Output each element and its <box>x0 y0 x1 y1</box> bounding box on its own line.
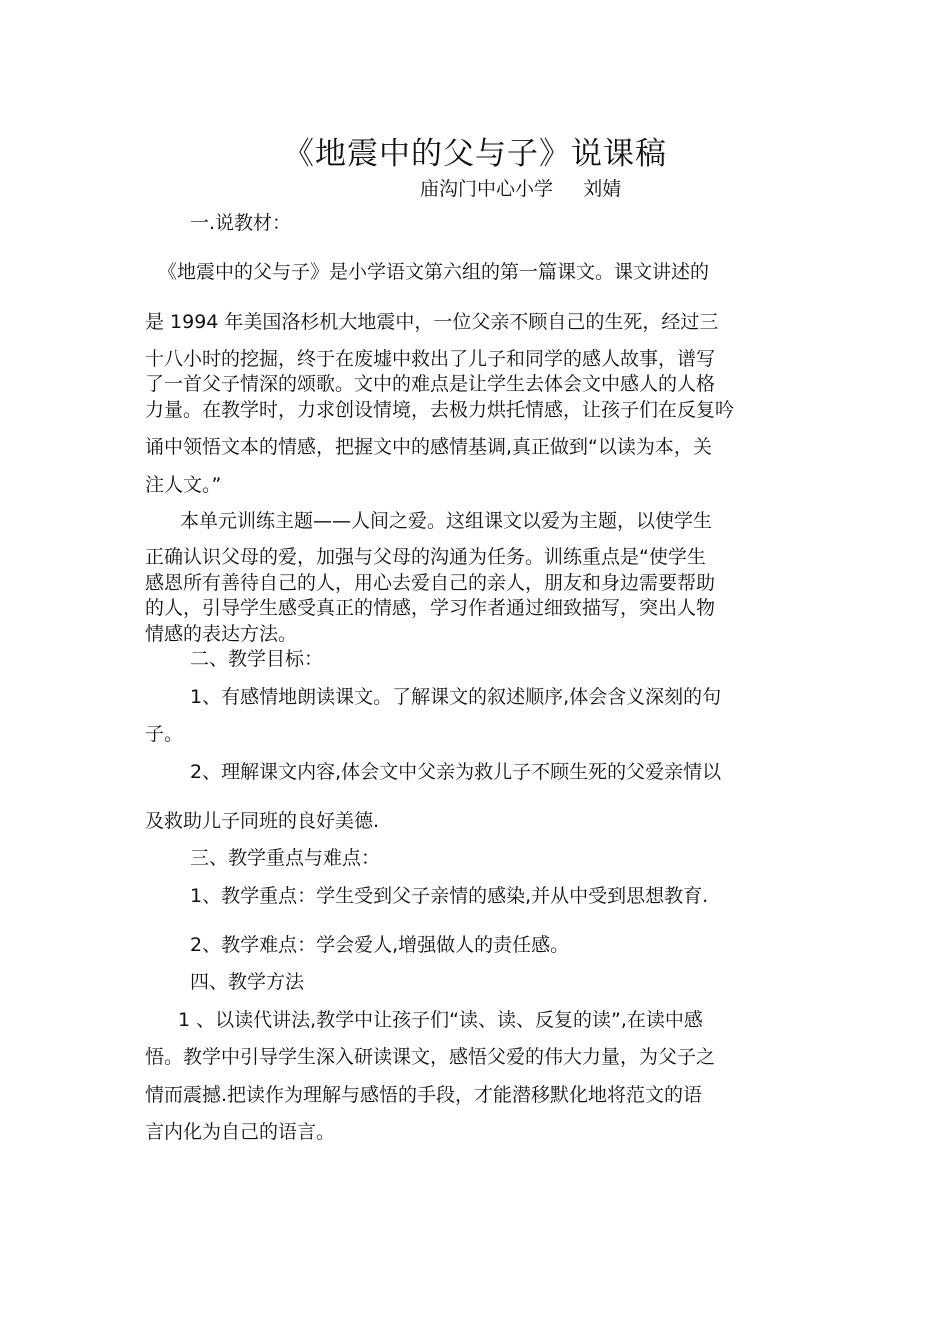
document-title: 《地震中的父与子》说课稿 <box>283 136 667 172</box>
paragraph-line: 感恩所有善待自己的人，用心去爱自己的亲人，朋友和身边需要帮助 <box>145 572 716 594</box>
list-item: 2、理解课文内容,体会文中父亲为救儿子不顾生死的父爱亲情以 <box>190 761 722 783</box>
section-heading-teaching-goals: 二、教学目标： <box>190 648 324 670</box>
paragraph-line: 了一首父子情深的颂歌。文中的难点是让学生去体会文中感人的人格 <box>145 373 716 395</box>
paragraph-line: 及救助儿子同班的良好美德. <box>145 810 380 832</box>
paragraph-line: 言内化为自己的语言。 <box>145 1121 336 1143</box>
paragraph-line: 诵中领悟文本的情感，把握文中的感情基调,真正做到“以读为本，关 <box>145 436 712 458</box>
section-heading-teaching-material: 一.说教材： <box>190 212 292 234</box>
paragraph-line: 情而震撼.把读作为理解与感悟的手段，才能潜移默化地将范文的语 <box>145 1084 703 1106</box>
paragraph-line: 的人，引导学生感受真正的情感，学习作者通过细致描写，突出人物 <box>145 597 716 619</box>
paragraph-line: 力量。在教学时，力求创设情境，去极力烘托情感，让孩子们在反复吟 <box>145 399 735 421</box>
paragraph-line: 悟。教学中引导学生深入研读课文，感悟父爱的伟大力量，为父子之 <box>145 1046 716 1068</box>
paragraph-line: 是 1994 年美国洛杉机大地震中，一位父亲不顾自己的生死，经过三 <box>145 311 719 333</box>
paragraph-line: 子。 <box>145 723 184 745</box>
list-item: 1、教学重点：学生受到父子亲情的感染,并从中受到思想教育. <box>190 885 709 907</box>
paragraph-line: 《地震中的父与子》是小学语文第六组的第一篇课文。课文讲述的 <box>158 261 710 283</box>
paragraph-line: 十八小时的挖掘，终于在废墟中救出了儿子和同学的感人故事，谱写 <box>145 348 716 370</box>
paragraph-line: 情感的表达方法。 <box>145 623 298 645</box>
list-item: 1 、以读代讲法,教学中让孩子们“读、读、反复的读”,在读中感 <box>178 1009 703 1031</box>
section-heading-teaching-methods: 四、教学方法 <box>190 971 305 993</box>
paragraph-line: 注人文。” <box>145 474 222 496</box>
paragraph-line: 本单元训练主题——人间之爱。这组课文以爱为主题，以使学生 <box>180 510 713 532</box>
author-line: 庙沟门中心小学 刘婧 <box>420 178 622 200</box>
section-heading-key-points: 三、教学重点与难点： <box>190 847 381 869</box>
list-item: 1、有感情地朗读课文。了解课文的叙述顺序,体会含义深刻的句 <box>190 686 722 708</box>
paragraph-line: 正确认识父母的爱，加强与父母的沟通为任务。训练重点是“使学生 <box>145 546 706 568</box>
list-item: 2、教学难点：学会爱人,增强做人的责任感。 <box>190 934 570 956</box>
